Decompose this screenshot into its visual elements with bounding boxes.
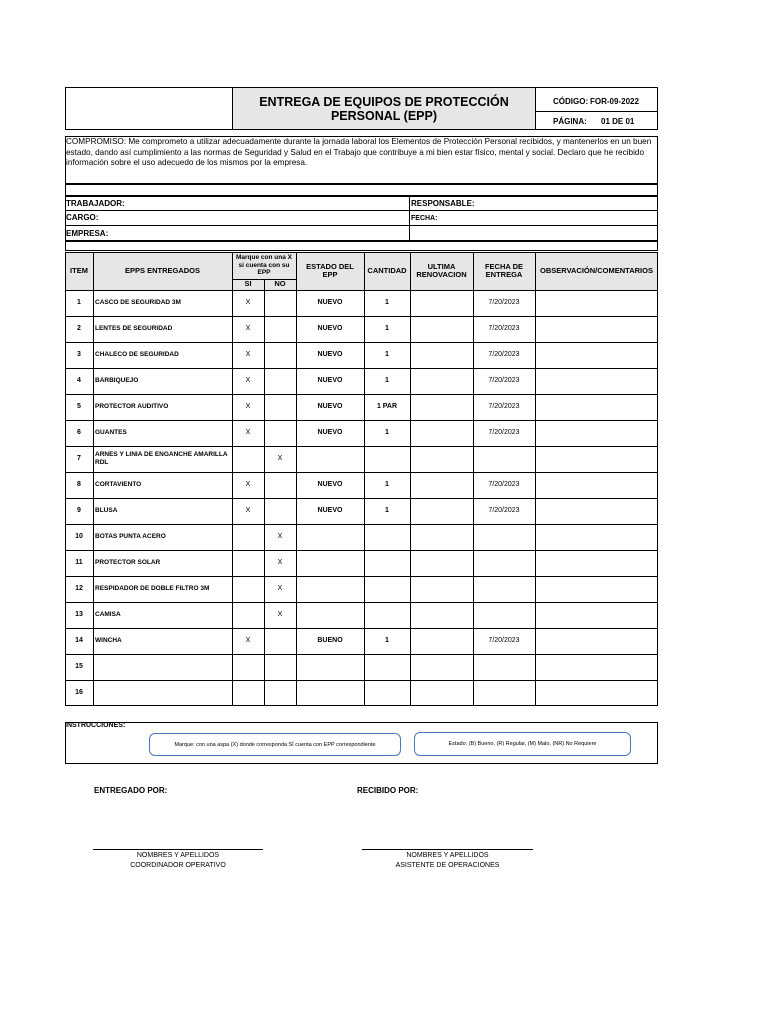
cell-obs [535, 576, 658, 602]
cell-item: 5 [77, 403, 81, 410]
cell-cantidad: 1 [385, 325, 389, 332]
pagina-value: 01 DE 01 [601, 117, 635, 126]
cell-si [232, 524, 264, 550]
cell-no [264, 472, 296, 498]
cell-epp: LENTES DE SEGURIDAD [95, 325, 173, 332]
cell-no: X [277, 585, 283, 592]
cell-cantidad [364, 602, 410, 628]
instruction-note-estado: Estado: (B) Bueno, (R) Regular, (M) Malo, (NR) No Requiere [414, 732, 631, 756]
cell-cantidad [364, 550, 410, 576]
cell-si [232, 602, 264, 628]
cell-estado: NUEVO [317, 507, 343, 514]
cell-obs [535, 602, 658, 628]
cell-estado: NUEVO [317, 429, 343, 436]
cell-epp: PROTECTOR SOLAR [95, 559, 161, 566]
cell-si: X [245, 637, 251, 644]
pagina-label: PÁGINA: [553, 117, 587, 126]
cell-si: X [245, 351, 251, 358]
cell-fecha [473, 550, 535, 576]
header-fecha-entrega: FECHA DE ENTREGA [484, 261, 524, 279]
cell-si [232, 576, 264, 602]
cell-no [264, 680, 296, 706]
cell-item: 2 [77, 325, 81, 332]
cell-fecha: 7/20/2023 [488, 507, 520, 514]
cell-estado [296, 550, 364, 576]
header-marque: Marque con una X si cuenta con su EPP [236, 254, 292, 277]
cell-estado: BUENO [317, 637, 343, 644]
cell-no [264, 628, 296, 654]
cell-ultima [410, 368, 473, 394]
cell-obs [535, 654, 658, 680]
left-name-caption: NOMBRES Y APELLIDOS [136, 852, 220, 859]
cell-epp: PROTECTOR AUDITIVO [95, 403, 169, 410]
right-role-caption: ASISTENTE DE OPERACIONES [395, 862, 500, 869]
cell-ultima [410, 576, 473, 602]
cell-fecha: 7/20/2023 [488, 351, 520, 358]
cell-epp: WINCHA [95, 637, 122, 644]
signature-line-right [362, 849, 533, 850]
cell-obs [535, 680, 658, 706]
cell-ultima [410, 628, 473, 654]
cell-item: 14 [75, 637, 83, 644]
instrucciones-label: INSTRUCCIONES: [65, 722, 126, 729]
spacer-row-2 [65, 241, 658, 251]
cell-item: 16 [75, 689, 83, 696]
cell-item: 8 [77, 481, 81, 488]
cell-si: X [245, 403, 251, 410]
cell-epp: CHALECO DE SEGURIDAD [95, 351, 179, 358]
cell-item: 7 [77, 455, 81, 462]
cell-ultima [410, 550, 473, 576]
cell-ultima [410, 654, 473, 680]
cell-epp: BLUSA [95, 507, 118, 514]
cell-fecha: 7/20/2023 [488, 403, 520, 410]
cell-fecha: 7/20/2023 [488, 429, 520, 436]
entregado-label: ENTREGADO POR: [94, 786, 168, 795]
cell-ultima [410, 446, 473, 472]
cell-si: X [245, 299, 251, 306]
cell-estado: NUEVO [317, 481, 343, 488]
cell-si [232, 446, 264, 472]
empresa-label: EMPRESA: [66, 229, 109, 238]
cell-cantidad: 1 [385, 507, 389, 514]
cell-ultima [410, 342, 473, 368]
cell-no: X [277, 533, 283, 540]
header-epps: EPPS ENTREGADOS [124, 265, 200, 275]
cell-no: X [277, 611, 283, 618]
cell-ultima [410, 602, 473, 628]
cell-item: 6 [77, 429, 81, 436]
cell-obs [535, 498, 658, 524]
cell-estado: NUEVO [317, 403, 343, 410]
cell-no [264, 368, 296, 394]
cell-cantidad [364, 680, 410, 706]
cell-ultima [410, 472, 473, 498]
cell-estado: NUEVO [317, 325, 343, 332]
cell-cantidad: 1 [385, 351, 389, 358]
header-observacion: OBSERVACIÓN/COMENTARIOS [540, 265, 653, 275]
cell-obs [535, 446, 658, 472]
cell-fecha: 7/20/2023 [488, 325, 520, 332]
cell-fecha [473, 524, 535, 550]
cell-fecha [473, 576, 535, 602]
codigo-label: CÓDIGO: [553, 97, 589, 106]
header-estado: ESTADO DEL EPP [306, 261, 354, 279]
cell-no [264, 316, 296, 342]
cell-epp: BARBIQUEJO [95, 377, 139, 384]
cell-ultima [410, 290, 473, 316]
cell-fecha: 7/20/2023 [488, 637, 520, 644]
header-item: ITEM [70, 265, 88, 275]
cell-si [232, 654, 264, 680]
cell-obs [535, 524, 658, 550]
cell-epp: CASCO DE SEGURIDAD 3M [95, 299, 181, 306]
cell-estado [296, 576, 364, 602]
cell-no [264, 394, 296, 420]
cell-item: 1 [77, 299, 81, 306]
cell-estado [296, 602, 364, 628]
cell-fecha [473, 446, 535, 472]
fields-box [65, 196, 658, 241]
cell-estado [296, 446, 364, 472]
cell-item: 4 [77, 377, 81, 384]
cell-cantidad: 1 [385, 377, 389, 384]
cell-epp [93, 654, 232, 680]
cell-obs [535, 420, 658, 446]
cargo-label: CARGO: [66, 213, 99, 222]
cell-fecha: 7/20/2023 [488, 299, 520, 306]
cell-no: X [277, 559, 283, 566]
cell-si [232, 550, 264, 576]
cell-cantidad: 1 [385, 299, 389, 306]
cell-si: X [245, 325, 251, 332]
cell-cantidad: 1 [385, 481, 389, 488]
cell-obs [535, 368, 658, 394]
header-no: NO [274, 279, 286, 289]
cell-fecha [473, 602, 535, 628]
cell-estado: NUEVO [317, 377, 343, 384]
cell-ultima [410, 420, 473, 446]
cell-ultima [410, 524, 473, 550]
fecha-label: FECHA: [411, 215, 438, 222]
cell-cantidad: 1 [385, 637, 389, 644]
cell-estado [296, 654, 364, 680]
cell-estado [296, 680, 364, 706]
cell-ultima [410, 394, 473, 420]
cell-epp: GUANTES [95, 429, 127, 436]
header-si: SI [244, 279, 252, 289]
cell-fecha: 7/20/2023 [488, 481, 520, 488]
cell-item: 13 [75, 611, 83, 618]
cell-no [264, 498, 296, 524]
right-name-caption: NOMBRES Y APELLIDOS [406, 852, 489, 859]
cell-estado [296, 524, 364, 550]
cell-cantidad: 1 PAR [376, 403, 398, 410]
cell-obs [535, 472, 658, 498]
cell-si: X [245, 429, 251, 436]
page-title: ENTREGA DE EQUIPOS DE PROTECCIÓN PERSONAL (EPP) [259, 94, 509, 123]
cell-ultima [410, 680, 473, 706]
cell-item: 3 [77, 351, 81, 358]
cell-ultima [410, 498, 473, 524]
cell-epp: CORTAVIENTO [95, 481, 142, 488]
cell-epp [93, 680, 232, 706]
cell-estado: NUEVO [317, 351, 343, 358]
cell-estado: NUEVO [317, 299, 343, 306]
header-cantidad: CANTIDAD [367, 265, 407, 275]
cell-ultima [410, 316, 473, 342]
cell-epp: CAMISA [95, 611, 121, 618]
header-ultima: ULTIMA RENOVACION [416, 261, 467, 279]
left-role-caption: COORDINADOR OPERATIVO [130, 862, 226, 869]
cell-obs [535, 342, 658, 368]
cell-cantidad [364, 446, 410, 472]
cell-obs [535, 628, 658, 654]
cell-no [264, 342, 296, 368]
spacer-row [65, 184, 658, 196]
codigo-value: FOR-09-2022 [590, 97, 639, 106]
cell-no [264, 654, 296, 680]
cell-no [264, 420, 296, 446]
cell-item: 9 [77, 507, 81, 514]
cell-fecha [473, 654, 535, 680]
cell-fecha: 7/20/2023 [488, 377, 520, 384]
cell-si: X [245, 377, 251, 384]
signature-line-left [93, 849, 263, 850]
cell-cantidad [364, 576, 410, 602]
trabajador-label: TRABAJADOR: [66, 199, 125, 208]
cell-cantidad [364, 654, 410, 680]
cell-si: X [245, 507, 251, 514]
cell-epp: BOTAS PUNTA ACERO [95, 533, 166, 540]
cell-item: 15 [75, 663, 83, 670]
cell-obs [535, 290, 658, 316]
cell-cantidad: 1 [385, 429, 389, 436]
recibido-label: RECIBIDO POR: [357, 786, 419, 795]
cell-si: X [245, 481, 251, 488]
cell-item: 11 [75, 559, 83, 566]
cell-epp: ARNES Y LINIA DE ENGANCHE AMARILLA RDL [95, 451, 228, 466]
cell-item: 10 [75, 533, 83, 540]
compromiso-text: COMPROMISO: Me comprometo a utilizar adecuadamente durante la jornada laboral los Elementos de Protección Personal recibidos, y mantenerlos en un buen estado, dando así cumplimiento a las normas de Seguridad y Salud en el Trabajo que contribuye a mi bien estar físico, mental y social. Declaro que he recibido información sobre el uso adecuedo de los mismos por la empresa. [66, 137, 652, 167]
cell-obs [535, 316, 658, 342]
cell-obs [535, 550, 658, 576]
cell-cantidad [364, 524, 410, 550]
cell-no [264, 290, 296, 316]
cell-item: 12 [75, 585, 83, 592]
instruction-note-marque: Marque: con una aspa (X) donde corresponda SÍ cuenta con EPP correspondiente [149, 733, 401, 756]
cell-fecha [473, 680, 535, 706]
cell-si [232, 680, 264, 706]
cell-obs [535, 394, 658, 420]
responsable-label: RESPONSABLE: [411, 199, 475, 208]
cell-no: X [277, 455, 283, 462]
cell-epp: RESPIDADOR DE DOBLE FILTRO 3M [95, 585, 210, 592]
